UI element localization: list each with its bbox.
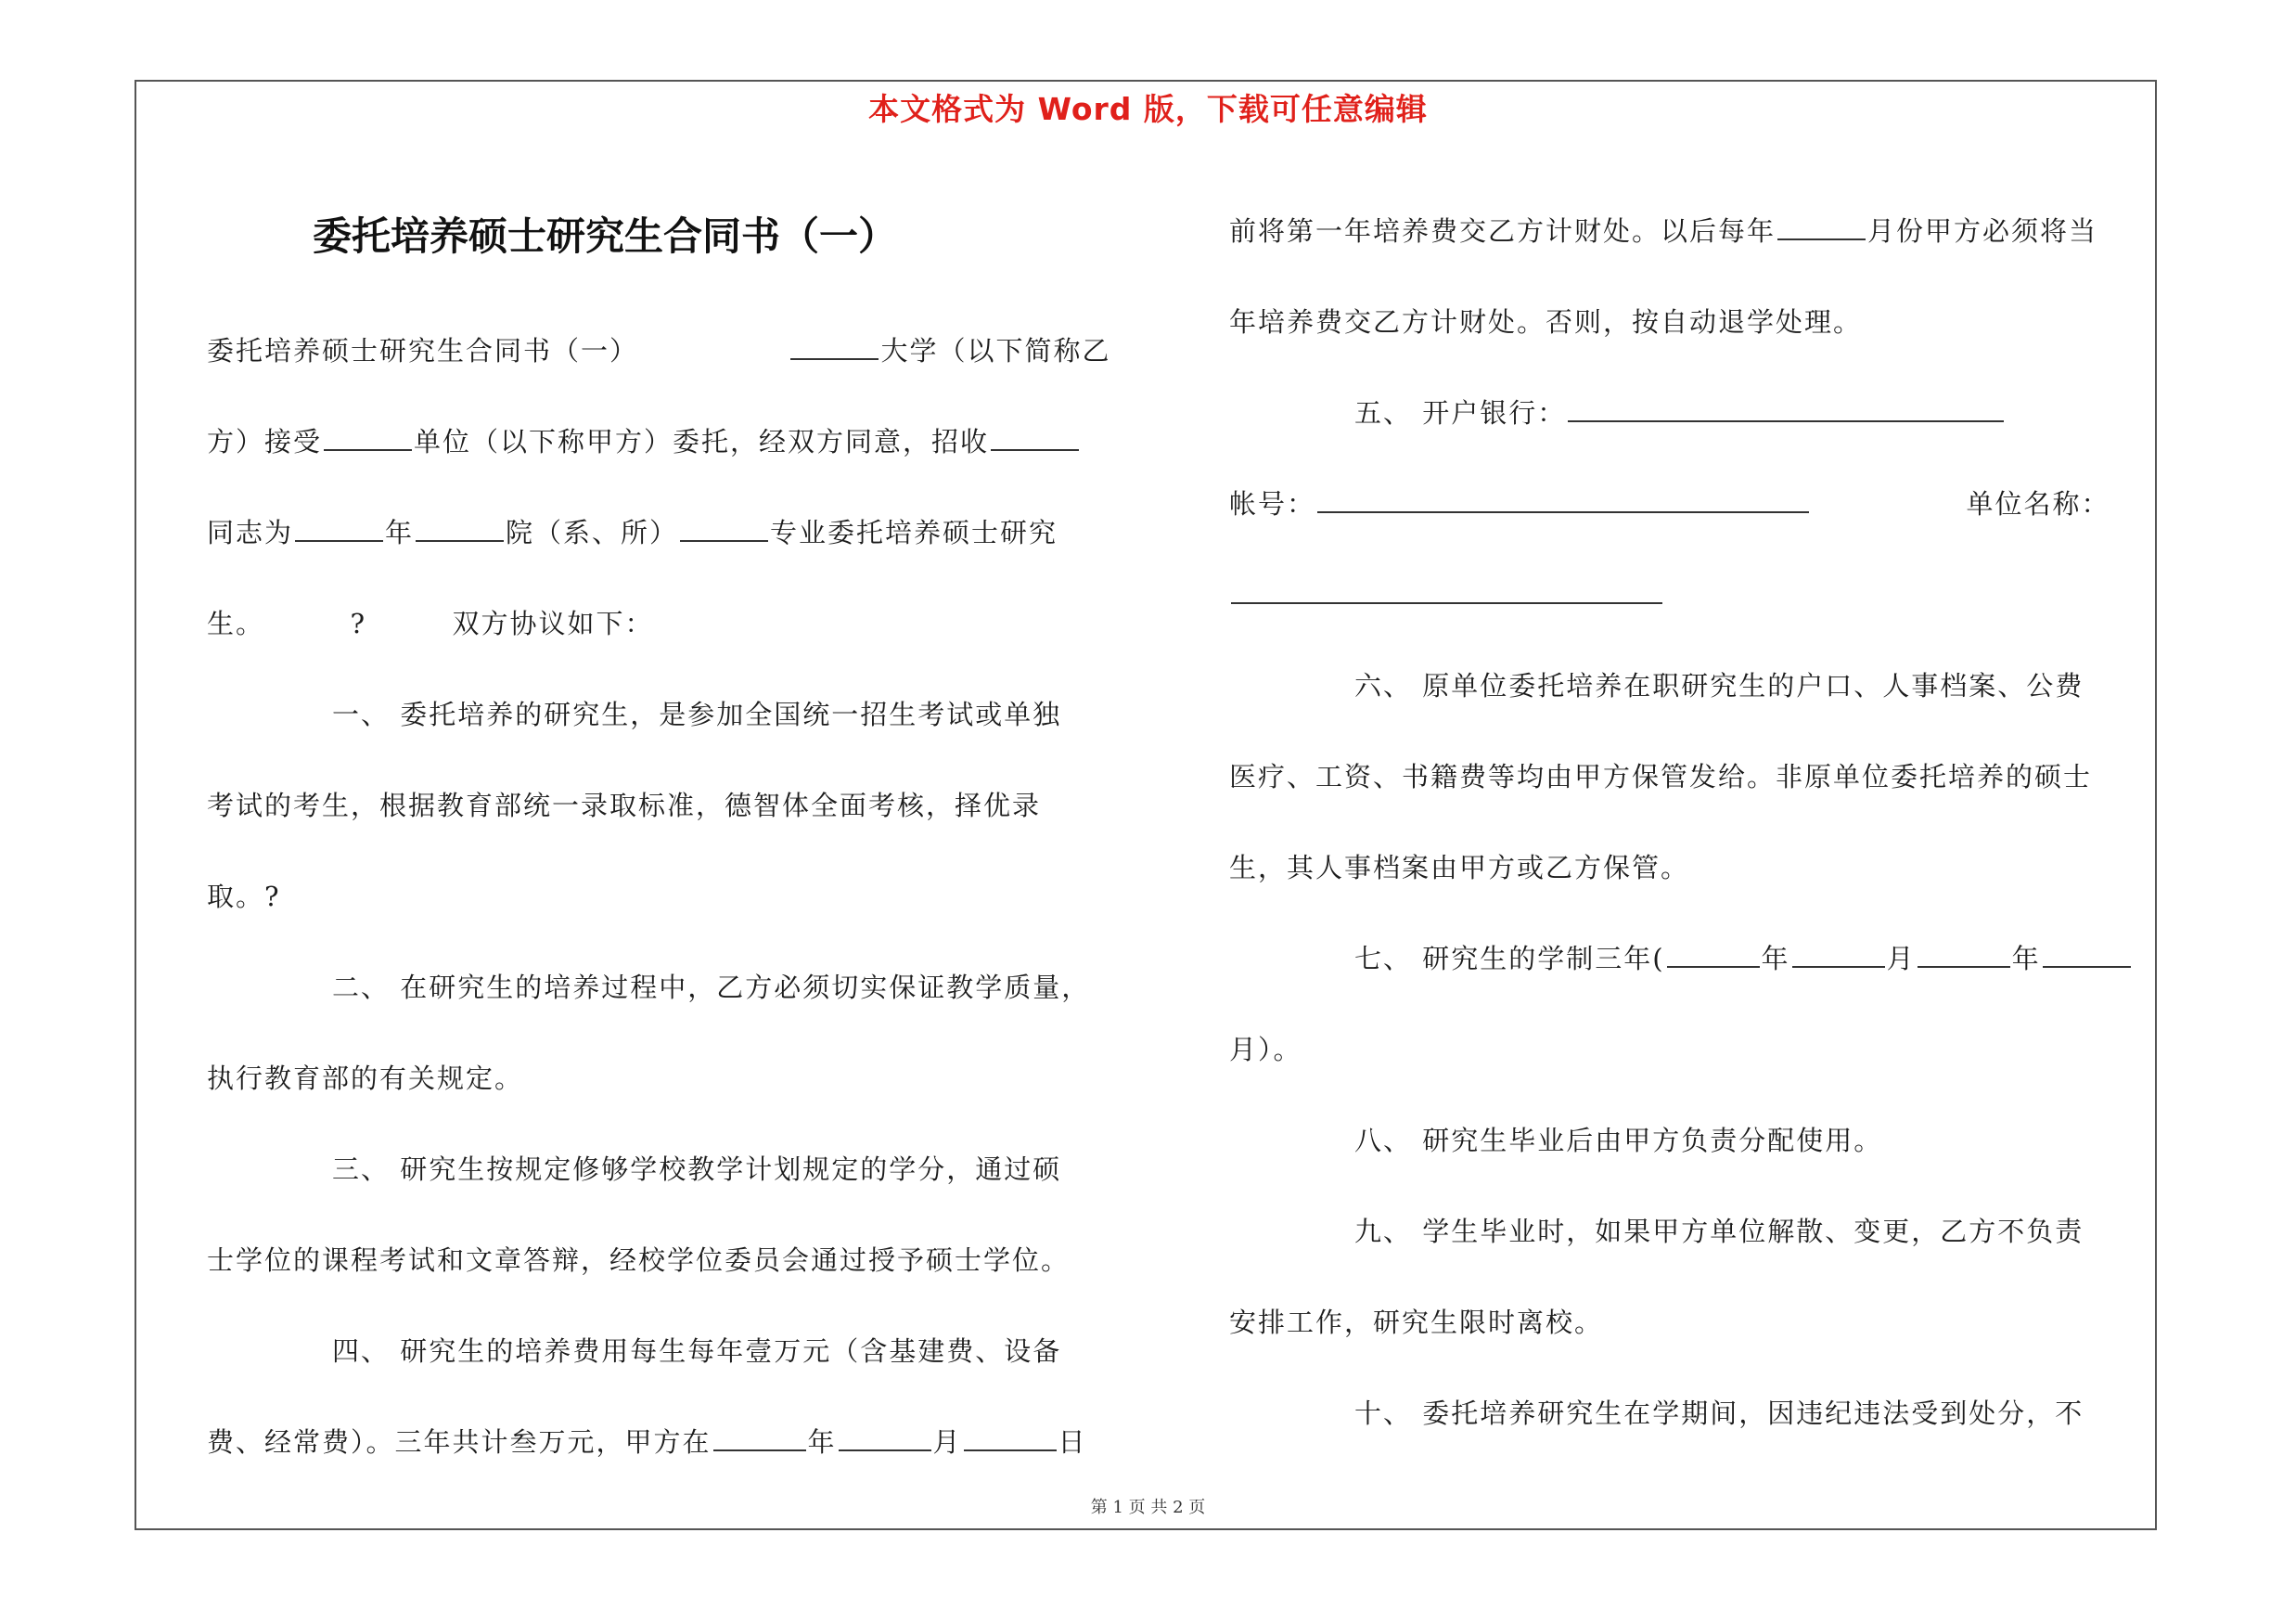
text: 月: [1886, 943, 1916, 974]
text: 月份甲方必须将当: [1867, 215, 2098, 247]
text: 月: [932, 1426, 962, 1458]
blank-month: [1777, 218, 1866, 240]
blank-end-year: [1918, 946, 2010, 968]
text: 单位名称：: [1966, 488, 2110, 520]
text: 大学（以下简称乙: [880, 335, 1111, 367]
text: 年: [807, 1426, 837, 1458]
text: 年: [385, 517, 415, 548]
text: 双方协议如下：: [452, 608, 654, 639]
clause-3-line-2: 士学位的课程考试和文章答辩，经校学位委员会通过授予硕士学位。: [207, 1244, 1071, 1276]
clause-1-line-2: 考试的考生，根据教育部统一录取标准，德智体全面考核，择优录: [207, 790, 1042, 821]
text-line: [1229, 186, 2097, 277]
clause-6-line-3: 生，其人事档案由甲方或乙方保管。: [1229, 852, 1690, 883]
text-line: [207, 396, 1081, 487]
clause-3-line-1: 三、 研究生按规定修够学校教学计划规定的学分，通过硕: [332, 1153, 1062, 1185]
clause-6-line-1: 六、 原单位委托培养在职研究生的户口、人事档案、公费: [1354, 670, 2084, 702]
text: 帐号：: [1229, 488, 1316, 520]
text-line: [207, 578, 653, 669]
blank-month: [839, 1429, 931, 1451]
text: 费、经常费）。三年共计叁万元，甲方在: [207, 1426, 712, 1458]
text: 生。: [207, 608, 265, 639]
blank-year: [713, 1429, 806, 1451]
page-number: 第 1 页 共 2 页: [1090, 1498, 1206, 1517]
text: 单位（以下称甲方）委托，经双方同意，招收: [414, 426, 990, 457]
unit-name-line: [1229, 549, 1664, 640]
clause-2-line-2: 执行教育部的有关规定。: [207, 1063, 524, 1094]
text: 年: [2011, 943, 2041, 974]
clause-4-line-2: [207, 1397, 1087, 1488]
text: 五、 开户银行：: [1354, 397, 1567, 429]
clause-7-line-2: 月）。: [1229, 1034, 1302, 1065]
blank-bank: [1568, 400, 2004, 422]
text-line: [207, 305, 1110, 396]
document-title: 委托培养硕士研究生合同书（一）: [313, 213, 898, 259]
blank-start-month: [1792, 946, 1885, 968]
text: 年: [1761, 943, 1790, 974]
text: ?: [350, 608, 367, 639]
blank-account: [1317, 491, 1809, 513]
blank-university: [790, 338, 879, 360]
blank-start-year: [1667, 946, 1760, 968]
text-line: [207, 487, 1058, 578]
text: 日: [1058, 1426, 1087, 1458]
account-line: [1229, 458, 2155, 549]
clause-6-line-2: 医疗、工资、书籍费等均由甲方保管发给。非原单位委托培养的硕士: [1229, 761, 2093, 792]
blank-unit: [324, 429, 412, 451]
text: 七、 研究生的学制三年(: [1354, 943, 1665, 974]
text: 同志为: [207, 517, 294, 548]
clause-8-line-1: 八、 研究生毕业后由甲方负责分配使用。: [1354, 1125, 1883, 1156]
blank-day: [964, 1429, 1057, 1451]
blank-student: [991, 429, 1079, 451]
blank-major: [680, 520, 768, 542]
clause-9-line-2: 安排工作，研究生限时离校。: [1229, 1307, 1604, 1338]
clause-1-line-1: 一、 委托培养的研究生，是参加全国统一招生考试或单独: [332, 699, 1062, 730]
text-line: 年培养费交乙方计财处。否则，按自动退学处理。: [1229, 306, 1863, 338]
format-banner: 本文格式为 Word 版，下载可任意编辑: [868, 91, 1428, 127]
clause-1-line-3: 取。?: [207, 881, 281, 912]
text: 方）接受: [207, 426, 323, 457]
clause-9-line-1: 九、 学生毕业时，如果甲方单位解散、变更，乙方不负责: [1354, 1216, 2084, 1247]
blank-college: [416, 520, 504, 542]
blank-unit-name: [1231, 582, 1662, 604]
clause-7-line-1: [1229, 913, 2133, 1004]
clause-10-line-1: 十、 委托培养研究生在学期间，因违纪违法受到处分，不: [1354, 1398, 2084, 1429]
clause-2-line-1: 二、 在研究生的培养过程中，乙方必须切实保证教学质量，: [332, 972, 1091, 1003]
blank-end-month: [2043, 946, 2131, 968]
text: 委托培养硕士研究生合同书（一）: [207, 335, 639, 367]
text: 专业委托培养硕士研究: [770, 517, 1058, 548]
text: 前将第一年培养费交乙方计财处。以后每年: [1229, 215, 1777, 247]
bank-line: [1229, 367, 2006, 458]
text: 院（系、所）: [506, 517, 679, 548]
blank-year: [295, 520, 383, 542]
clause-4-line-1: 四、 研究生的培养费用每生每年壹万元（含基建费、设备: [332, 1335, 1062, 1367]
